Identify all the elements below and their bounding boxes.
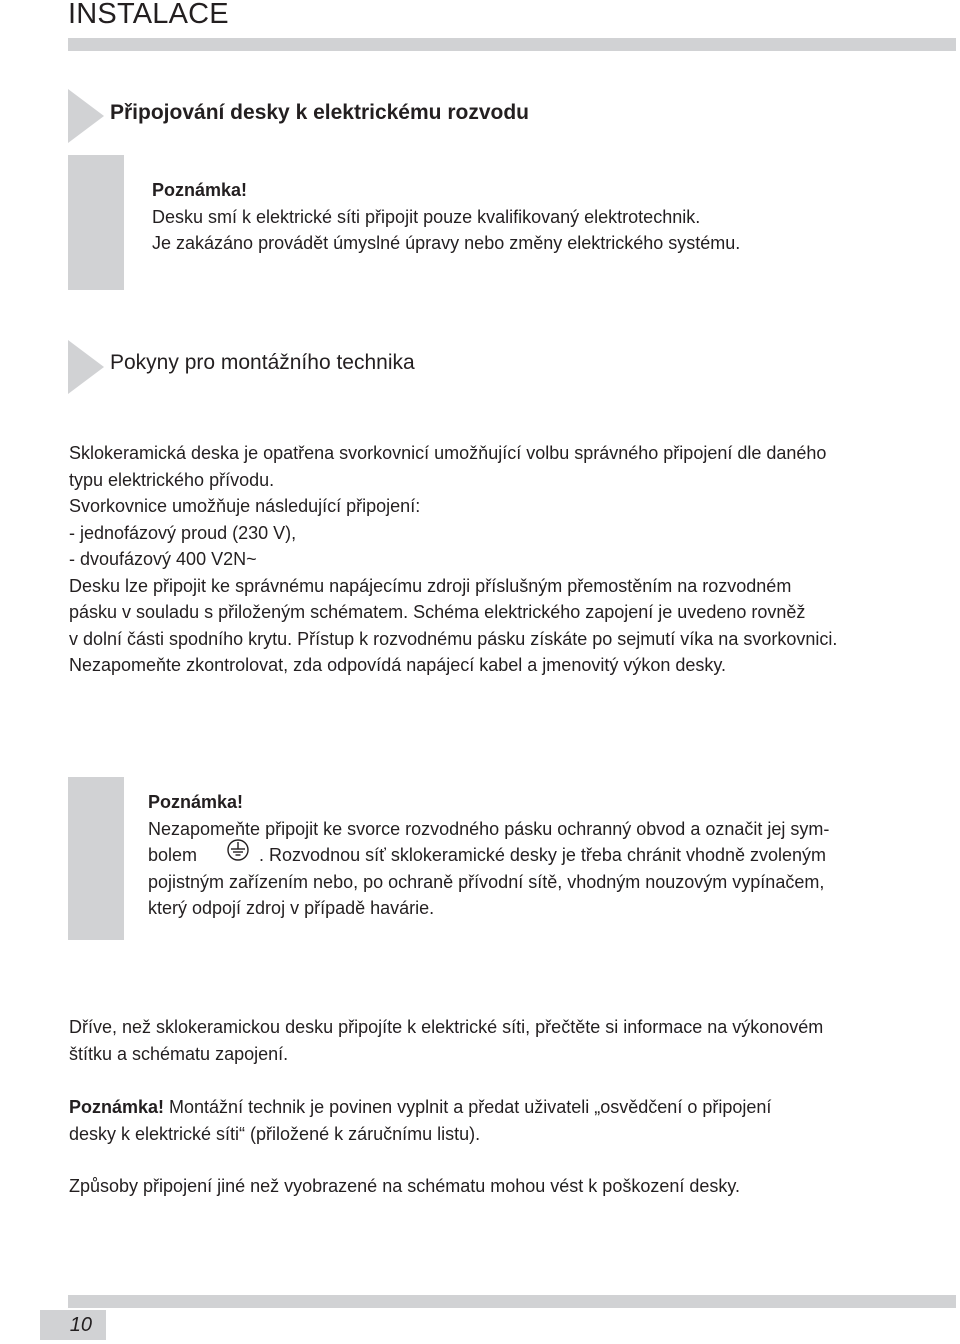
note-line: pojistným zařízením nebo, po ochraně přívodní sítě, vhodným nouzovým vypínačem, [148, 871, 825, 892]
section-arrow-icon [68, 340, 104, 394]
note-line: Nezapomeňte připojit ke svorce rozvodného pásku ochranný obvod a označit jej sym- [148, 818, 830, 839]
paragraph-rating-plate [69, 1014, 959, 1067]
page-title: INSTALACE [68, 0, 229, 30]
footer-rule [68, 1295, 956, 1308]
body-line: Desku lze připojit ke správnému napájecímu zdroji příslušným přemostěním na rozvodném [69, 575, 792, 596]
ground-symbol-icon [223, 839, 253, 869]
body-line: typu elektrického přívodu. [69, 469, 275, 490]
note-label: Poznámka! [69, 1097, 165, 1117]
note-bar [68, 155, 124, 290]
note-line [148, 842, 958, 869]
paragraph-warning [69, 1173, 959, 1200]
paragraph-line: Dříve, než sklokeramickou desku připojíte k elektrické síti, přečtěte si informace na výkonovém [69, 1017, 824, 1037]
paragraph-line: desky k elektrické síti“ (přiložené k záručnímu listu). [69, 1123, 481, 1144]
body-line: pásku v souladu s přiloženým schématem. Schéma elektrického zapojení je uvedeno rovněž [69, 602, 806, 622]
paragraph-text: Montážní technik je povinen vyplnit a předat uživateli „osvědčení o připojení [164, 1097, 772, 1117]
paragraph-line [69, 1094, 959, 1121]
paragraph-line: štítku a schématu zapojení. [69, 1043, 289, 1064]
body-line: - jednofázový proud (230 V), [69, 522, 297, 543]
section-arrow-icon [68, 89, 104, 143]
note-text: bolem [148, 845, 198, 865]
note-block-grounding [148, 789, 958, 922]
body-line: Nezapomeňte zkontrolovat, zda odpovídá napájecí kabel a jmenovitý výkon desky. [69, 655, 727, 675]
note-bar [68, 777, 124, 940]
body-line: v dolní části spodního krytu. Přístup k rozvodnému pásku získáte po sejmutí víka na svorkovnici. [69, 628, 838, 649]
note-label: Poznámka! [148, 792, 244, 812]
section-heading-connection: Připojování desky k elektrickému rozvodu [110, 101, 529, 124]
body-line: Sklokeramická deska je opatřena svorkovnicí umožňující volbu správného připojení dle daného [69, 443, 827, 463]
note-line: Desku smí k elektrické síti připojit pouze kvalifikovaný elektrotechnik. [152, 206, 701, 227]
note-block [152, 177, 740, 257]
body-line: - dvoufázový 400 V2N~ [69, 549, 257, 569]
note-line: který odpojí zdroj v případě havárie. [148, 898, 435, 918]
note-line: Je zakázáno provádět úmyslné úpravy nebo změny elektrického systému. [152, 233, 741, 253]
paragraph-line: Způsoby připojení jiné než vyobrazené na schématu mohou vést k poškození desky. [69, 1176, 741, 1196]
note-text: . Rozvodnou síť sklokeramické desky je třeba chránit vhodně zvoleným [259, 845, 827, 865]
body-line: Svorkovnice umožňuje následující připojení: [69, 496, 421, 516]
instructions-body [69, 440, 955, 679]
header-rule [68, 38, 956, 51]
paragraph-certificate [69, 1094, 959, 1147]
section-heading-technician: Pokyny pro montážního technika [110, 351, 415, 374]
note-label: Poznámka! [152, 180, 248, 200]
page-number: 10 [69, 1314, 92, 1336]
